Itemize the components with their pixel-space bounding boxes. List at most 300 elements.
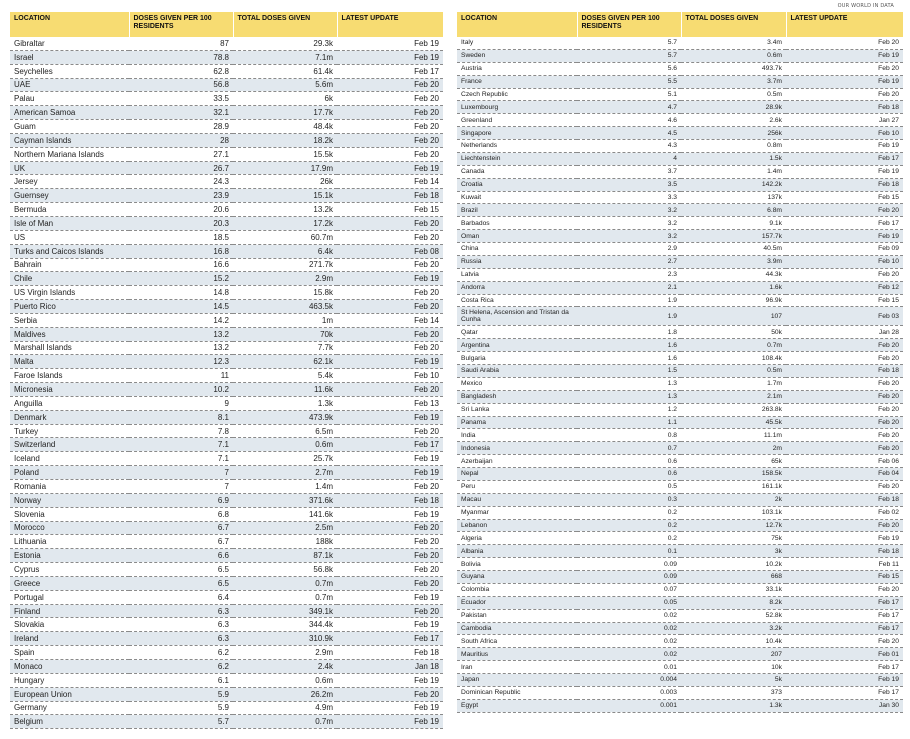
table-header-row <box>457 12 903 37</box>
table-row <box>10 480 443 494</box>
latest-update-cell: Feb 19 <box>786 674 903 687</box>
table-header-row <box>10 12 443 37</box>
latest-update-cell: Feb 15 <box>337 203 443 217</box>
location-column-header: LOCATION <box>457 12 577 37</box>
location-cell: Bahrain <box>10 258 129 272</box>
table-row <box>10 576 443 590</box>
latest-update-cell: Feb 20 <box>786 268 903 281</box>
doses-per-100-cell: 6.8 <box>129 507 233 521</box>
location-cell: Netherlands <box>457 140 577 153</box>
location-cell: Turks and Caicos Islands <box>10 244 129 258</box>
total-doses-cell: 11.6k <box>233 383 337 397</box>
table-row <box>457 558 903 571</box>
table-row <box>457 661 903 674</box>
latest-update-cell: Feb 19 <box>337 618 443 632</box>
source-label: OUR WORLD IN DATA <box>837 3 894 9</box>
total-doses-cell: 157.7k <box>681 230 786 243</box>
latest-update-cell: Feb 11 <box>786 558 903 571</box>
table-row <box>10 64 443 78</box>
doses-per-100-cell: 15.2 <box>129 272 233 286</box>
latest-update-cell: Feb 18 <box>337 646 443 660</box>
latest-update-cell: Feb 09 <box>786 243 903 256</box>
table-row <box>457 403 903 416</box>
latest-update-cell: Feb 20 <box>337 341 443 355</box>
table-row <box>457 88 903 101</box>
table-row <box>457 294 903 307</box>
table-row <box>10 369 443 383</box>
total-doses-cell: 13.2k <box>233 203 337 217</box>
latest-update-cell: Feb 17 <box>786 609 903 622</box>
total-doses-cell: 142.2k <box>681 178 786 191</box>
total-doses-cell: 0.7m <box>233 576 337 590</box>
latest-update-cell: Feb 19 <box>337 161 443 175</box>
doses-per-100-cell: 1.8 <box>577 326 681 339</box>
location-cell: Cyprus <box>10 563 129 577</box>
location-cell: Sri Lanka <box>457 403 577 416</box>
latest-update-cell: Feb 15 <box>786 294 903 307</box>
total-doses-cell: 0.6m <box>681 49 786 62</box>
location-cell: Mauritius <box>457 648 577 661</box>
table-row <box>10 493 443 507</box>
latest-update-cell: Feb 20 <box>337 147 443 161</box>
location-cell: Seychelles <box>10 64 129 78</box>
doses-per-100-cell: 5.1 <box>577 88 681 101</box>
doses-per-100-cell: 16.6 <box>129 258 233 272</box>
doses-per-100-cell: 0.1 <box>577 545 681 558</box>
location-cell: Slovakia <box>10 618 129 632</box>
total-doses-cell: 137k <box>681 191 786 204</box>
doses-per-100-cell: 8.1 <box>129 410 233 424</box>
total-doses-cell: 158.5k <box>681 468 786 481</box>
latest-update-cell: Feb 20 <box>337 92 443 106</box>
doses-per-100-cell: 11 <box>129 369 233 383</box>
total-doses-cell: 373 <box>681 686 786 699</box>
table-body-left <box>10 37 443 729</box>
location-cell: Canada <box>457 165 577 178</box>
location-cell: Morocco <box>10 521 129 535</box>
latest-update-cell: Feb 20 <box>337 383 443 397</box>
table-row <box>457 37 903 49</box>
total-doses-cell: 0.8m <box>681 140 786 153</box>
total-doses-cell: 2.7m <box>233 466 337 480</box>
location-cell: Costa Rica <box>457 294 577 307</box>
location-cell: Slovenia <box>10 507 129 521</box>
total-doses-cell: 3k <box>681 545 786 558</box>
total-doses-cell: 1.5k <box>681 152 786 165</box>
total-doses-cell: 108.4k <box>681 352 786 365</box>
latest-update-cell: Feb 18 <box>786 365 903 378</box>
table-row <box>457 455 903 468</box>
location-cell: Northern Mariana Islands <box>10 147 129 161</box>
total-doses-cell: 45.5k <box>681 416 786 429</box>
doses-per-100-cell: 10.2 <box>129 383 233 397</box>
vaccination-table-left <box>10 12 444 729</box>
latest-update-cell: Feb 20 <box>786 339 903 352</box>
latest-update-cell: Feb 20 <box>337 106 443 120</box>
doses-per-100-cell: 0.02 <box>577 635 681 648</box>
total-doses-cell: 2.9m <box>233 272 337 286</box>
total-doses-cell: 48.4k <box>233 120 337 134</box>
doses-per-100-cell: 0.2 <box>577 532 681 545</box>
total-doses-cell: 26k <box>233 175 337 189</box>
latest-update-cell: Feb 18 <box>786 178 903 191</box>
doses-per-100-cell: 6.7 <box>129 535 233 549</box>
latest-update-cell: Feb 19 <box>337 355 443 369</box>
doses-per-100-cell: 3.3 <box>577 191 681 204</box>
total-doses-cell: 17.7k <box>233 106 337 120</box>
doses-per-100-cell: 0.07 <box>577 583 681 596</box>
total-doses-cell: 463.5k <box>233 300 337 314</box>
latest-update-cell: Feb 15 <box>786 191 903 204</box>
total-doses-cell: 1.3k <box>233 396 337 410</box>
latest-update-cell: Feb 19 <box>337 410 443 424</box>
doses-per-100-cell: 3.2 <box>577 230 681 243</box>
location-cell: Croatia <box>457 178 577 191</box>
total-doses-cell: 7.7k <box>233 341 337 355</box>
doses-per-100-cell: 0.001 <box>577 699 681 712</box>
total-doses-cell: 60.7m <box>233 230 337 244</box>
latest-update-cell: Feb 17 <box>786 622 903 635</box>
table-row <box>457 519 903 532</box>
latest-update-cell: Feb 19 <box>786 75 903 88</box>
table-row <box>457 390 903 403</box>
latest-update-cell: Feb 17 <box>786 686 903 699</box>
location-cell: Pakistan <box>457 609 577 622</box>
doses-per-100-cell: 0.003 <box>577 686 681 699</box>
doses-per-100-cell: 7 <box>129 466 233 480</box>
latest-update-cell: Feb 20 <box>786 403 903 416</box>
doses-per-100-cell: 6.9 <box>129 493 233 507</box>
total-doses-cell: 0.6m <box>233 438 337 452</box>
table-row <box>457 49 903 62</box>
table-row <box>457 545 903 558</box>
location-cell: Ecuador <box>457 596 577 609</box>
total-doses-cell: 0.7m <box>681 339 786 352</box>
latest-update-cell: Feb 10 <box>786 127 903 140</box>
table-row <box>10 396 443 410</box>
total-doses-cell: 263.8k <box>681 403 786 416</box>
table-row <box>457 352 903 365</box>
location-cell: Estonia <box>10 549 129 563</box>
latest-update-cell: Feb 18 <box>786 101 903 114</box>
latest-update-cell: Feb 08 <box>337 244 443 258</box>
table-row <box>10 438 443 452</box>
latest-update-cell: Feb 19 <box>786 49 903 62</box>
location-cell: Russia <box>457 255 577 268</box>
total-doses-cell: 141.6k <box>233 507 337 521</box>
location-column-header: LOCATION <box>10 12 129 37</box>
location-cell: Monaco <box>10 659 129 673</box>
table-row <box>457 255 903 268</box>
location-cell: Greenland <box>457 114 577 127</box>
table-row <box>10 646 443 660</box>
total-doses-cell: 344.4k <box>233 618 337 632</box>
total-doses-cell: 668 <box>681 571 786 584</box>
latest-update-cell: Feb 20 <box>337 424 443 438</box>
location-cell: Lithuania <box>10 535 129 549</box>
location-cell: Japan <box>457 674 577 687</box>
latest-update-cell: Feb 20 <box>337 300 443 314</box>
latest-update-cell: Feb 19 <box>337 466 443 480</box>
doses-per-100-cell: 5.9 <box>129 687 233 701</box>
location-cell: Azerbaijan <box>457 455 577 468</box>
doses-per-100-cell: 0.02 <box>577 609 681 622</box>
doses-per-100-cell: 0.6 <box>577 468 681 481</box>
total-doses-cell: 371.6k <box>233 493 337 507</box>
location-cell: Isle of Man <box>10 216 129 230</box>
table-row <box>10 244 443 258</box>
latest-update-cell: Feb 20 <box>337 230 443 244</box>
total-doses-cell: 3.4m <box>681 37 786 49</box>
location-cell: China <box>457 243 577 256</box>
table-row <box>10 535 443 549</box>
location-cell: Spain <box>10 646 129 660</box>
doses-per-100-cell: 1.6 <box>577 339 681 352</box>
location-cell: US <box>10 230 129 244</box>
table-row <box>457 429 903 442</box>
table-row <box>10 383 443 397</box>
doses-per-100-cell: 2.9 <box>577 243 681 256</box>
total-doses-cell: 0.5m <box>681 365 786 378</box>
total-doses-cell: 3.2k <box>681 622 786 635</box>
total-doses-cell: 50k <box>681 326 786 339</box>
total-doses-cell: 3.7m <box>681 75 786 88</box>
latest-update-cell: Feb 18 <box>786 493 903 506</box>
doses-per-100-cell: 20.3 <box>129 216 233 230</box>
location-cell: Ireland <box>10 632 129 646</box>
location-cell: Guam <box>10 120 129 134</box>
location-cell: Algeria <box>457 532 577 545</box>
location-cell: Bangladesh <box>457 390 577 403</box>
location-cell: Bolivia <box>457 558 577 571</box>
table-row <box>457 480 903 493</box>
location-cell: Brazil <box>457 204 577 217</box>
location-cell: Luxembourg <box>457 101 577 114</box>
latest-update-cell: Feb 17 <box>337 64 443 78</box>
location-cell: UAE <box>10 78 129 92</box>
table-body-right <box>457 37 903 712</box>
latest-update-cell: Feb 20 <box>337 549 443 563</box>
doses-per-100-cell: 0.6 <box>577 455 681 468</box>
total-doses-cell: 5k <box>681 674 786 687</box>
latest-update-cell: Feb 20 <box>337 521 443 535</box>
doses-per-100-cell: 5.5 <box>577 75 681 88</box>
total-doses-cell: 2m <box>681 442 786 455</box>
doses-per-100-cell: 0.2 <box>577 506 681 519</box>
location-cell: Micronesia <box>10 383 129 397</box>
doses-per-100-cell: 4.6 <box>577 114 681 127</box>
doses-per-100-cell: 28 <box>129 133 233 147</box>
location-cell: Lebanon <box>457 519 577 532</box>
latest-update-cell: Feb 17 <box>337 632 443 646</box>
doses-per-100-cell: 27.1 <box>129 147 233 161</box>
location-cell: Switzerland <box>10 438 129 452</box>
location-cell: Portugal <box>10 590 129 604</box>
doses-per-100-cell: 13.2 <box>129 327 233 341</box>
latest-update-cell: Feb 19 <box>337 701 443 715</box>
doses-per-100-cell: 1.3 <box>577 377 681 390</box>
location-cell: Poland <box>10 466 129 480</box>
latest-update-cell: Feb 03 <box>786 307 903 326</box>
doses-per-100-cell: 87 <box>129 37 233 50</box>
doses-per-100-cell: 6.6 <box>129 549 233 563</box>
table-row <box>457 648 903 661</box>
latest-update-cell: Feb 19 <box>337 507 443 521</box>
latest-update-cell: Feb 20 <box>786 519 903 532</box>
total-doses-cell: 1.4m <box>233 480 337 494</box>
latest-update-cell: Feb 20 <box>337 120 443 134</box>
total-doses-cell: 310.9k <box>233 632 337 646</box>
location-cell: Turkey <box>10 424 129 438</box>
latest-update-cell: Feb 19 <box>337 50 443 64</box>
latest-update-cell: Feb 20 <box>337 563 443 577</box>
table-row <box>10 673 443 687</box>
location-cell: Faroe Islands <box>10 369 129 383</box>
table-row <box>457 686 903 699</box>
table-row <box>457 506 903 519</box>
latest-update-cell: Feb 19 <box>786 165 903 178</box>
latest-update-cell: Feb 13 <box>337 396 443 410</box>
table-row <box>10 78 443 92</box>
total-doses-cell: 6k <box>233 92 337 106</box>
latest-update-cell: Feb 12 <box>786 281 903 294</box>
doses-per-100-cell: 18.5 <box>129 230 233 244</box>
doses-per-100-cell: 56.8 <box>129 78 233 92</box>
table-row <box>10 286 443 300</box>
total-doses-cell: 40.5m <box>681 243 786 256</box>
doses-per-100-cell: 0.8 <box>577 429 681 442</box>
doses-per-100-cell: 1.3 <box>577 390 681 403</box>
doses-per-100-cell: 7.8 <box>129 424 233 438</box>
table-row <box>457 583 903 596</box>
doses-per-100-cell: 6.5 <box>129 576 233 590</box>
doses-per-100-cell: 5.7 <box>577 49 681 62</box>
latest-update-cell: Feb 17 <box>786 596 903 609</box>
doses-per-100-cell: 32.1 <box>129 106 233 120</box>
total-doses-cell: 10.2k <box>681 558 786 571</box>
table-row <box>10 216 443 230</box>
latest-update-cell: Feb 19 <box>337 590 443 604</box>
total-doses-cell: 349.1k <box>233 604 337 618</box>
location-cell: Finland <box>10 604 129 618</box>
total-doses-cell: 18.2k <box>233 133 337 147</box>
location-cell: Barbados <box>457 217 577 230</box>
doses-per-100-cell: 4 <box>577 152 681 165</box>
doses-per-100-cell: 0.02 <box>577 648 681 661</box>
latest-update-cell: Feb 19 <box>337 37 443 50</box>
latest-update-cell: Feb 20 <box>337 604 443 618</box>
location-cell: Hungary <box>10 673 129 687</box>
doses-per-100-cell: 1.1 <box>577 416 681 429</box>
latest-update-cell: Feb 20 <box>786 352 903 365</box>
table-row <box>10 424 443 438</box>
doses-per-100-cell: 6.3 <box>129 632 233 646</box>
total-doses-cell: 6.5m <box>233 424 337 438</box>
doses-per-100-column-header: DOSES GIVEN PER 100 RESIDENTS <box>129 12 233 37</box>
location-cell: Indonesia <box>457 442 577 455</box>
total-doses-cell: 25.7k <box>233 452 337 466</box>
table-row <box>10 230 443 244</box>
total-doses-cell: 15.5k <box>233 147 337 161</box>
latest-update-cell: Jan 18 <box>337 659 443 673</box>
latest-update-cell: Feb 20 <box>786 390 903 403</box>
latest-update-cell: Feb 19 <box>337 272 443 286</box>
table-row <box>10 590 443 604</box>
doses-per-100-cell: 2.7 <box>577 255 681 268</box>
location-cell: Oman <box>457 230 577 243</box>
table-row <box>10 203 443 217</box>
total-doses-cell: 2.4k <box>233 659 337 673</box>
location-cell: Denmark <box>10 410 129 424</box>
location-cell: Saudi Arabia <box>457 365 577 378</box>
table-row <box>457 140 903 153</box>
location-cell: St Helena, Ascension and Tristan da Cunha <box>457 307 577 326</box>
location-cell: Iceland <box>10 452 129 466</box>
table-row <box>10 341 443 355</box>
doses-per-100-cell: 24.3 <box>129 175 233 189</box>
location-cell: Bermuda <box>10 203 129 217</box>
table-row <box>457 114 903 127</box>
latest-update-cell: Feb 20 <box>786 429 903 442</box>
location-cell: US Virgin Islands <box>10 286 129 300</box>
total-doses-cell: 29.3k <box>233 37 337 50</box>
latest-update-cell: Feb 20 <box>786 635 903 648</box>
location-cell: Iran <box>457 661 577 674</box>
table-row <box>10 147 443 161</box>
total-doses-cell: 5.4k <box>233 369 337 383</box>
location-cell: Maldives <box>10 327 129 341</box>
table-row <box>457 339 903 352</box>
location-cell: Puerto Rico <box>10 300 129 314</box>
total-doses-cell: 1.3k <box>681 699 786 712</box>
latest-update-cell: Feb 20 <box>786 88 903 101</box>
location-cell: Bulgaria <box>457 352 577 365</box>
table-row <box>457 493 903 506</box>
latest-update-cell: Feb 20 <box>337 78 443 92</box>
latest-update-cell: Jan 28 <box>786 326 903 339</box>
latest-update-cell: Feb 04 <box>786 468 903 481</box>
total-doses-cell: 10k <box>681 661 786 674</box>
table-row <box>10 521 443 535</box>
location-cell: American Samoa <box>10 106 129 120</box>
table-row <box>457 596 903 609</box>
table-row <box>457 699 903 712</box>
latest-update-cell: Feb 19 <box>786 532 903 545</box>
total-doses-cell: 1m <box>233 313 337 327</box>
table-row <box>457 191 903 204</box>
latest-update-cell: Feb 19 <box>337 715 443 729</box>
table-row <box>10 715 443 729</box>
location-cell: Chile <box>10 272 129 286</box>
table-row <box>10 92 443 106</box>
table-row <box>10 632 443 646</box>
total-doses-cell: 161.1k <box>681 480 786 493</box>
total-doses-cell: 1.4m <box>681 165 786 178</box>
location-cell: Marshall Islands <box>10 341 129 355</box>
location-cell: Qatar <box>457 326 577 339</box>
total-doses-cell: 2.9m <box>233 646 337 660</box>
location-cell: Dominican Republic <box>457 686 577 699</box>
doses-per-100-cell: 62.8 <box>129 64 233 78</box>
table-row <box>457 365 903 378</box>
total-doses-cell: 10.4k <box>681 635 786 648</box>
doses-per-100-cell: 5.7 <box>577 37 681 49</box>
latest-update-cell: Feb 18 <box>337 493 443 507</box>
table-row <box>10 161 443 175</box>
doses-per-100-cell: 16.8 <box>129 244 233 258</box>
table-row <box>457 468 903 481</box>
doses-per-100-cell: 1.9 <box>577 294 681 307</box>
